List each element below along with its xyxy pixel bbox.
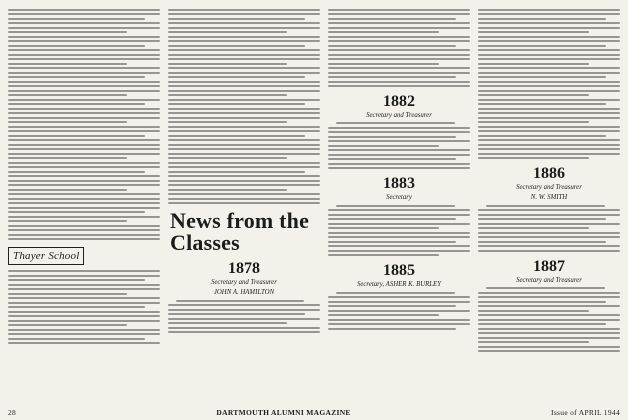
- class-year: 1885: [383, 262, 415, 280]
- class-notes: [328, 205, 470, 257]
- magazine-name: DARTMOUTH ALUMNI MAGAZINE: [216, 407, 351, 417]
- right-column: [328, 6, 620, 410]
- thayer-school-heading: Thayer School: [8, 247, 84, 265]
- secretary-line: Secretary and Treasurer: [211, 279, 277, 286]
- right-subcolumn-1: [328, 6, 470, 410]
- class-year: 1883: [383, 175, 415, 193]
- class-notes: [478, 205, 620, 252]
- left-column: [8, 6, 160, 410]
- class-year: 1878: [228, 260, 260, 277]
- class-year: 1882: [383, 93, 415, 110]
- right-subcolumn-2: [478, 6, 620, 410]
- section-title: News from the Classes: [170, 208, 310, 255]
- secretary-line: Secretary and Treasurer: [366, 112, 432, 119]
- secretary-line: Secretary and Treasurer: [516, 184, 582, 191]
- secretary-line: Secretary and Treasurer: [516, 276, 582, 284]
- class-notes: [328, 292, 470, 330]
- class-notes: [328, 122, 470, 169]
- secretary-line: Secretary: [386, 194, 412, 202]
- class-notes: [168, 300, 320, 334]
- body-text: [478, 9, 620, 160]
- body-text-2: [8, 270, 160, 344]
- middle-column: [168, 6, 320, 410]
- page-number: 28: [8, 407, 17, 417]
- class-year: 1886: [533, 165, 565, 182]
- secretary-line: Secretary, ASHER K. BURLEY: [356, 281, 441, 289]
- class-notes: [478, 287, 620, 352]
- body-text: [168, 9, 320, 205]
- body-text: [328, 9, 470, 88]
- secretary-name: N. W. SMITH: [530, 194, 568, 202]
- class-year: 1887: [533, 257, 565, 275]
- page-footer: [8, 406, 620, 418]
- issue-date: Issue of APRIL 1944: [551, 407, 620, 417]
- body-text: [8, 9, 160, 241]
- secretary-name: JOHN A. HAMILTON: [213, 289, 275, 297]
